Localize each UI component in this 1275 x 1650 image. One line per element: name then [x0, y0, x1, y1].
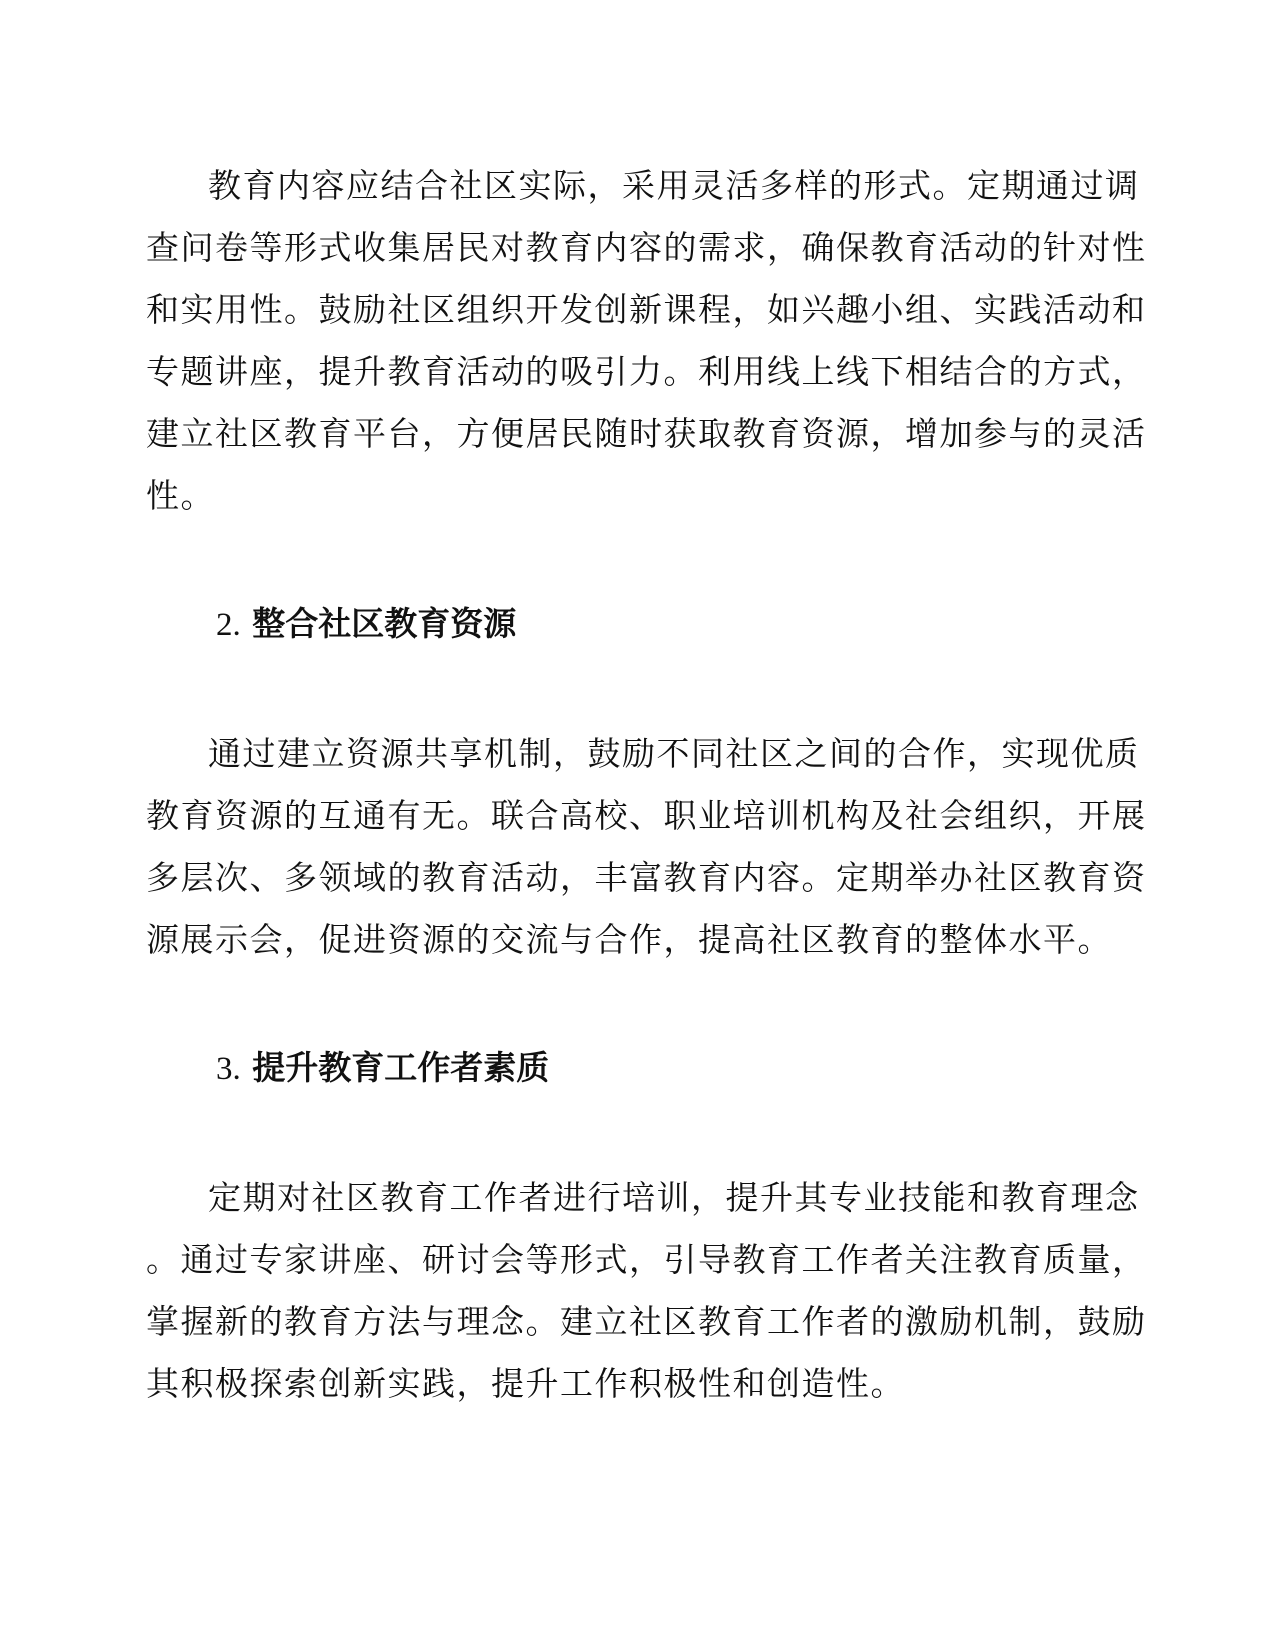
paragraph-3-line-1: 定期对社区教育工作者进行培训，提升其专业技能和教育理念 [208, 1178, 1140, 1217]
section-heading-3 [216, 1048, 549, 1089]
paragraph-1-line-3: 和实用性。鼓励社区组织开发创新课程，如兴趣小组、实践活动和 [146, 290, 1147, 329]
paragraph-1-line-4: 专题讲座，提升教育活动的吸引力。利用线上线下相结合的方式， [146, 352, 1147, 391]
section-title: 整合社区教育资源 [252, 604, 517, 643]
paragraph-1-line-2: 查问卷等形式收集居民对教育内容的需求，确保教育活动的针对性 [146, 228, 1147, 267]
paragraph-1-line-1: 教育内容应结合社区实际，采用灵活多样的形式。定期通过调 [208, 166, 1140, 205]
paragraph-1-line-6: 性。 [146, 476, 215, 515]
section-heading-2 [216, 604, 516, 645]
section-title: 提升教育工作者素质 [252, 1048, 550, 1087]
paragraph-3-line-3: 掌握新的教育方法与理念。建立社区教育工作者的激励机制，鼓励 [146, 1302, 1147, 1341]
paragraph-1-line-5: 建立社区教育平台，方便居民随时获取教育资源，增加参与的灵活 [146, 414, 1147, 453]
section-number: 3. [216, 1051, 241, 1087]
paragraph-2-line-1: 通过建立资源共享机制，鼓励不同社区之间的合作，实现优质 [208, 734, 1140, 773]
section-number: 2. [216, 607, 241, 643]
paragraph-3-line-2: 。通过专家讲座、研讨会等形式，引导教育工作者关注教育质量， [146, 1240, 1147, 1279]
paragraph-3-line-4: 其积极探索创新实践，提升工作积极性和创造性。 [146, 1364, 905, 1403]
paragraph-2-line-3: 多层次、多领域的教育活动，丰富教育内容。定期举办社区教育资 [146, 858, 1147, 897]
paragraph-2-line-4: 源展示会，促进资源的交流与合作，提高社区教育的整体水平。 [146, 920, 1112, 959]
paragraph-2-line-2: 教育资源的互通有无。联合高校、职业培训机构及社会组织，开展 [146, 796, 1147, 835]
